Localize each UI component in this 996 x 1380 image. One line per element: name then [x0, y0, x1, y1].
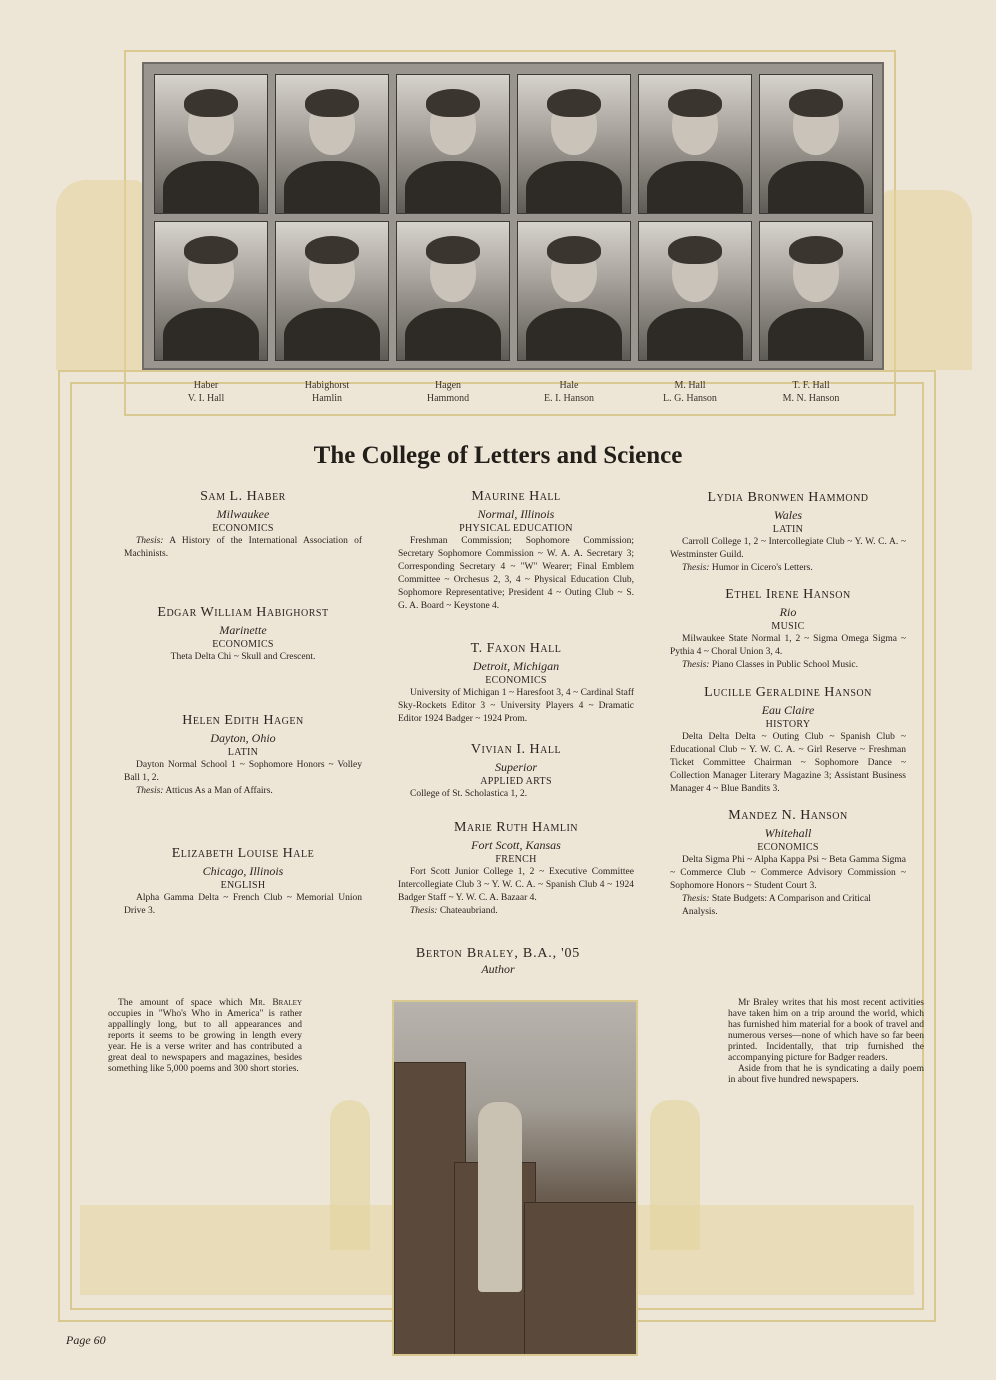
portrait-photo	[638, 74, 752, 214]
entry-text: Alpha Gamma Delta ~ French Club ~ Memorial Union Drive 3.	[124, 893, 362, 916]
left-decorative-figures	[56, 180, 144, 370]
portrait-photo	[154, 221, 268, 361]
entry-hammond	[670, 489, 906, 575]
entry-name: Helen Edith Hagen	[182, 713, 304, 728]
portrait-hair	[305, 236, 359, 264]
entry-thesis: Thesis: Humor in Cicero's Letters.	[682, 563, 813, 573]
entry-dept: ENGLISH	[220, 880, 266, 891]
entry-text: Dayton Normal School 1 ~ Sophomore Honors ~ Volley Ball 1, 2.	[124, 760, 362, 783]
caption-top-name: T. F. Hall	[792, 380, 830, 391]
portrait-body	[284, 308, 380, 361]
portrait-hair	[184, 236, 238, 264]
entry-t-hall	[398, 640, 634, 726]
caption-top-name: Haber	[193, 380, 219, 391]
portrait-panel	[142, 62, 884, 370]
entry-m-hanson	[670, 807, 906, 919]
entry-name: Vivian I. Hall	[470, 742, 562, 757]
portrait-body	[768, 308, 864, 361]
portrait-caption	[392, 379, 504, 405]
entry-city: Wales	[773, 508, 803, 522]
portrait-body	[163, 161, 259, 214]
portrait-caption	[634, 379, 746, 405]
entry-city: Marinette	[219, 623, 267, 637]
portrait-body	[526, 161, 622, 214]
caption-bottom-name: E. I. Hanson	[544, 393, 594, 404]
caption-top-name: Hale	[559, 380, 579, 391]
portrait-body	[647, 308, 743, 361]
entry-name: Marie Ruth Hamlin	[453, 820, 579, 835]
entry-text: Freshman Commission; Sophomore Commission; Secretary Sophomore Commission ~ W. A. A. Secretary 3; Corresponding Secretary 4 ~ "W" Wearer; Final Emblem Committee ~ Orchesus 2, 3, 4 ~ Physical Education Club, Sophomore Representative; President 4 ~ Outing Club ~ S. G. A. Board ~ Keystone 4.	[398, 536, 634, 611]
entry-name: Mandez N. Hanson	[728, 808, 848, 823]
portrait-photo	[759, 221, 873, 361]
entry-hamlin	[398, 819, 634, 918]
entry-city: Milwaukee	[216, 507, 270, 521]
portrait-hair	[547, 89, 601, 117]
entry-hagen	[124, 712, 362, 798]
entry-city: Superior	[495, 760, 537, 774]
caption-top-name: Habighorst	[304, 380, 350, 391]
entry-text: University of Michigan 1 ~ Haresfoot 3, 4 ~ Cardinal Staff Sky-Rockets Editor 3 ~ University Players 4 ~ Dramatic Editor 1924 Badger ~ 1924 Prom.	[398, 688, 634, 724]
entry-text: College of St. Scholastica 1, 2.	[410, 789, 528, 799]
portrait-body	[526, 308, 622, 361]
entry-thesis: Thesis: Chateaubriand.	[410, 906, 498, 916]
entry-text: Delta Sigma Phi ~ Alpha Kappa Psi ~ Beta Gamma Sigma ~ Commerce Club ~ Commerce Advisory Commission ~ Sophomore Honors ~ Student Court 3.	[670, 855, 906, 891]
portrait-caption	[271, 379, 383, 405]
portrait-photo	[154, 74, 268, 214]
entry-name: Elizabeth Louise Hale	[171, 846, 315, 861]
portrait-body	[768, 161, 864, 214]
portrait-hair	[547, 236, 601, 264]
right-decorative-figures	[882, 190, 972, 370]
entry-city: Whitehall	[764, 826, 812, 840]
entry-dept: APPLIED ARTS	[480, 776, 552, 787]
portrait-hair	[789, 89, 843, 117]
caption-bottom-name: Hammond	[426, 393, 470, 404]
braley-right-paragraph: Mr Braley writes that his most recent activities have taken him on a trip around the world, which has furnished him material for a book of travel and numerous verses—none of which have so far been printed. Incidentally, that trip furnished the accompanying picture for Badger readers. Aside from that he is syndicating a daily poem in about five hundred newspapers.	[728, 998, 924, 1085]
caption-bottom-name: V. I. Hall	[187, 393, 225, 404]
entry-dept: FRENCH	[495, 854, 537, 865]
portrait-hair	[305, 89, 359, 117]
portrait-hair	[426, 236, 480, 264]
entry-city: Rio	[779, 605, 797, 619]
portrait-photo	[517, 221, 631, 361]
entry-dept: MUSIC	[771, 621, 805, 632]
braley-photo	[392, 1000, 638, 1356]
entry-name: T. Faxon Hall	[470, 641, 562, 656]
entry-haber	[124, 488, 362, 561]
entry-city: Normal, Illinois	[477, 507, 555, 521]
portrait-caption	[513, 379, 625, 405]
caption-bottom-name: M. N. Hanson	[782, 393, 840, 404]
entry-habighorst	[124, 604, 362, 664]
entry-name: Sam L. Haber	[200, 489, 286, 504]
entry-dept: HISTORY	[765, 719, 811, 730]
entry-e-hanson	[670, 586, 906, 672]
entry-thesis: Thesis: Atticus As a Man of Affairs.	[136, 786, 273, 796]
entry-text: Delta Delta Delta ~ Outing Club ~ Spanish Club ~ Educational Club ~ Y. W. C. A. ~ Girl Reserve ~ Freshman Ticket Committee Chairman ~ Sophomore Dance ~ Collection Manager Literary Magazine 3; Assistant Business Manager 4 ~ Blue Bandits 3.	[670, 732, 906, 794]
entry-thesis: Thesis: State Budgets: A Comparison and Critical Analysis.	[682, 894, 871, 917]
entry-dept: PHYSICAL EDUCATION	[459, 523, 573, 534]
portrait-body	[405, 308, 501, 361]
portrait-caption	[755, 379, 867, 405]
man-figure	[478, 1102, 522, 1292]
portrait-body	[284, 161, 380, 214]
page-title: The College of Letters and Science	[313, 442, 683, 469]
braley-left-paragraph: The amount of space which Mr. Braley occupies in "Who's Who in America" is rather appallingly long, but to all appearances and reports it seems to be growing in length every year. He is a verse writer and has contributed a great deal to newspapers and magazines, besides something like 5,000 poems and 300 short stories.	[108, 998, 303, 1074]
wall-bricks	[524, 1202, 638, 1356]
braley-heading	[0, 946, 996, 977]
entry-dept: ECONOMICS	[212, 523, 274, 534]
portrait-hair	[426, 89, 480, 117]
entry-name: Ethel Irene Hanson	[725, 587, 851, 602]
entry-text: Carroll College 1, 2 ~ Intercollegiate Club ~ Y. W. C. A. ~ Westminster Guild.	[670, 537, 906, 560]
entry-city: Eau Claire	[761, 703, 815, 717]
portrait-photo	[396, 74, 510, 214]
entry-dept: LATIN	[772, 524, 804, 535]
portrait-hair	[668, 89, 722, 117]
portrait-photo	[275, 221, 389, 361]
entry-thesis: Thesis: A History of the International Association of Machinists.	[124, 536, 363, 559]
caption-top-name: M. Hall	[674, 380, 706, 391]
entry-name: Lydia Bronwen Hammond	[707, 490, 869, 505]
entry-l-hanson	[670, 684, 906, 796]
entry-city: Fort Scott, Kansas	[471, 838, 561, 852]
entry-city: Detroit, Michigan	[472, 659, 560, 673]
entry-text: Milwaukee State Normal 1, 2 ~ Sigma Omega Sigma ~ Pythia 4 ~ Choral Union 3, 4.	[670, 634, 906, 657]
portrait-body	[647, 161, 743, 214]
portrait-photo	[275, 74, 389, 214]
entry-text: Theta Delta Chi ~ Skull and Crescent.	[170, 652, 316, 662]
portrait-photo	[638, 221, 752, 361]
entry-text: Fort Scott Junior College 1, 2 ~ Executive Committee Intercollegiate Club 3 ~ Y. W. C. A. ~ Spanish Club 4 ~ 1924 Badger Staff ~ Y. W. C. A. Bazaar 4.	[398, 867, 634, 903]
entry-city: Dayton, Ohio	[210, 731, 276, 745]
entry-name: Maurine Hall	[471, 489, 561, 504]
portrait-photo	[396, 221, 510, 361]
entry-dept: ECONOMICS	[212, 639, 274, 650]
portrait-hair	[789, 236, 843, 264]
page-number: Page 60	[66, 1333, 106, 1347]
portrait-hair	[668, 236, 722, 264]
portrait-caption	[150, 379, 262, 405]
entry-dept: ECONOMICS	[485, 675, 547, 686]
braley-role: Author	[481, 962, 515, 976]
entry-thesis: Thesis: Piano Classes in Public School Music.	[682, 660, 859, 670]
caption-bottom-name: Hamlin	[312, 393, 342, 404]
portrait-body	[163, 308, 259, 361]
entry-city: Chicago, Illinois	[202, 864, 284, 878]
portrait-body	[405, 161, 501, 214]
entry-hale	[124, 845, 362, 918]
portrait-photo	[517, 74, 631, 214]
entry-dept: LATIN	[227, 747, 259, 758]
braley-name: Berton Braley, B.A., '05	[415, 946, 581, 961]
entry-name: Edgar William Habighorst	[157, 605, 329, 620]
entry-name: Lucille Geraldine Hanson	[704, 685, 872, 700]
portrait-hair	[184, 89, 238, 117]
entry-v-hall	[398, 741, 634, 801]
caption-bottom-name: L. G. Hanson	[663, 393, 717, 404]
entry-dept: ECONOMICS	[757, 842, 819, 853]
caption-top-name: Hagen	[434, 380, 462, 391]
portrait-photo	[759, 74, 873, 214]
entry-m-hall	[398, 488, 634, 613]
